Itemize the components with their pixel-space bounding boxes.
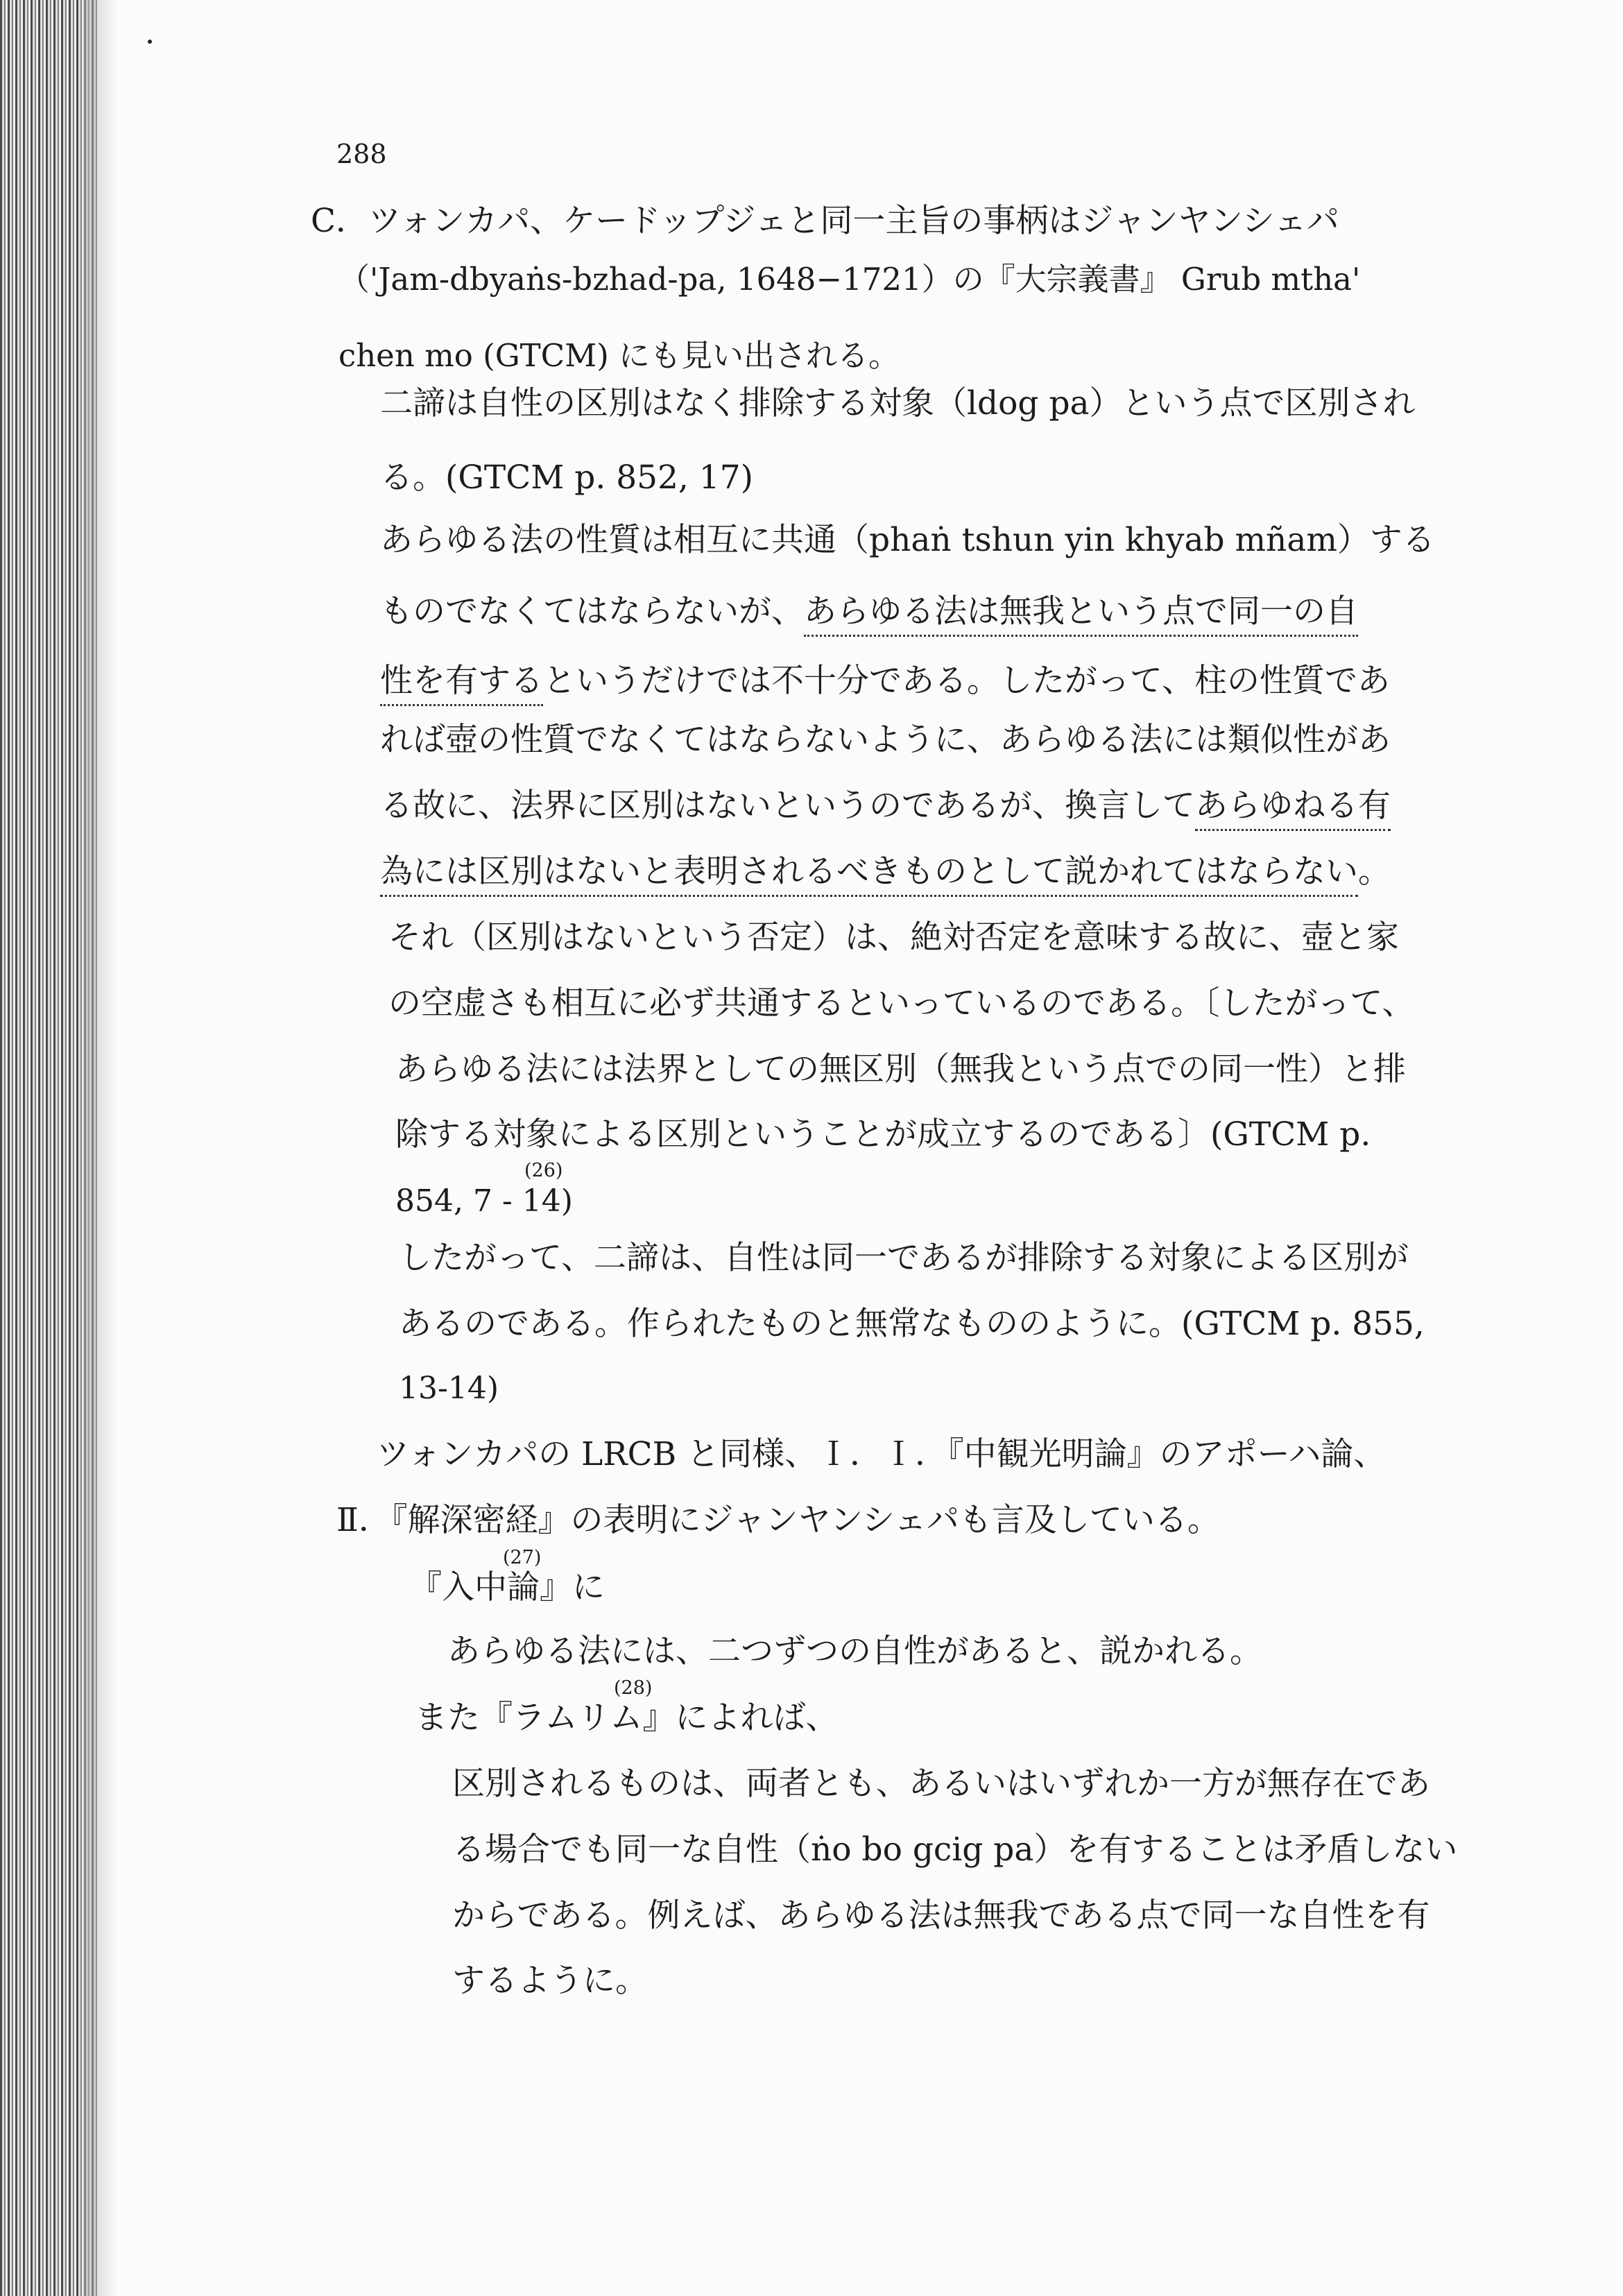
quote2-line-3b: というだけでは不十分である。したがって、柱の性質であ [543, 662, 1391, 700]
quote2-line-6 [380, 853, 1391, 891]
quote2-line-10: 除する対象による区別ということが成立するのである〕(GTCM p. [395, 1115, 1371, 1154]
quote3-line-3: 13-14) [399, 1371, 499, 1406]
quote2-line-4: れば壺の性質でなくてはならないように、あらゆる法には類似性があ [380, 721, 1391, 759]
binding-shadow [83, 0, 118, 2296]
quote2-line-5 [380, 787, 1391, 825]
quote2-line-6b: 。 [1358, 853, 1391, 891]
page-number: 288 [336, 139, 387, 169]
quote1-line-1: 二諦は自性の区別はなく排除する対象（ldog pa）という点で区別され [380, 384, 1416, 422]
quote2-line-9: あらゆる法には法界としての無区別（無我という点での同一性）と排 [395, 1050, 1406, 1088]
quote2-line-3 [380, 662, 1391, 700]
lamrim-line-2: る場合でも同一な自性（ṅo bo gcig pa）を有することは矛盾しない [452, 1831, 1458, 1869]
lamrim-line-3: からである。例えば、あらゆる法は無我である点で同一な自性を有 [452, 1896, 1430, 1935]
body-line-2: Ⅱ．『解深密経』の表明にジャンヤンシェパも言及している。 [336, 1501, 1220, 1539]
quote2-underlined-phrase-1: あらゆる法は無我という点で同一の自 [804, 592, 1358, 637]
quote2-underlined-phrase-2: 性を有する [380, 662, 543, 706]
section-c-line-2: （'Jam-dbyaṅs-bzhad-pa, 1648−1721）の『大宗義書』 Grub mtha' [338, 261, 1361, 298]
lamrim-line-4: するように。 [452, 1962, 648, 2000]
lamrim-intro: また『ラムリム』によれば、 [415, 1699, 839, 1737]
quote2-line-11: 854, 7 - 14) [395, 1183, 573, 1219]
book-binding-edge [0, 0, 97, 2296]
quote3-line-2: あるのである。作られたものと無常なもののように。(GTCM p. 855, [399, 1305, 1425, 1343]
quote2-underlined-phrase-4: 為には区別はないと表明されるべきものとして説かれてはならない [380, 853, 1358, 897]
quote1-line-2: る。(GTCM p. 852, 17) [380, 459, 753, 497]
scan-speck [148, 40, 152, 44]
quote2-line-2 [380, 592, 1358, 631]
quote3-line-1: したがって、二諦は、自性は同一であるが排除する対象による区別が [399, 1239, 1409, 1277]
body-line-1: ツォンカパの LRCB と同様、Ｉ．Ｉ．『中観光明論』のアポーハ論、 [377, 1435, 1386, 1473]
quote2-underlined-phrase-3: あらゆねる有 [1195, 787, 1391, 831]
quote2-line-5a: る故に、法界に区別はないというのであるが、換言して [380, 787, 1195, 825]
nyuchu-intro: 『入中論』に [409, 1568, 605, 1607]
footnote-ref-28: (28) [614, 1677, 653, 1699]
quote2-line-2a: ものでなくてはならないが、 [380, 592, 804, 631]
quote2-line-8: の空虚さも相互に必ず共通するといっているのである。〔したがって、 [388, 984, 1415, 1022]
footnote-ref-27: (27) [503, 1547, 542, 1568]
quote2-line-1: あらゆる法の性質は相互に共通（phaṅ tshun yin khyab mñam）する [380, 521, 1435, 559]
nyuchu-quote: あらゆる法には、二つずつの自性があると、説かれる。 [447, 1632, 1262, 1670]
section-c-line-1: C．ツォンカパ、ケードップジェと同一主旨の事柄はジャンヤンシェパ [311, 202, 1339, 240]
footnote-ref-26: (26) [524, 1160, 563, 1181]
section-c-line-3: chen mo (GTCM) にも見い出される。 [338, 337, 900, 374]
quote2-line-7: それ（区別はないという否定）は、絶対否定を意味する故に、壺と家 [388, 918, 1399, 957]
lamrim-line-1: 区別されるものは、両者とも、あるいはいずれか一方が無存在であ [452, 1765, 1430, 1803]
